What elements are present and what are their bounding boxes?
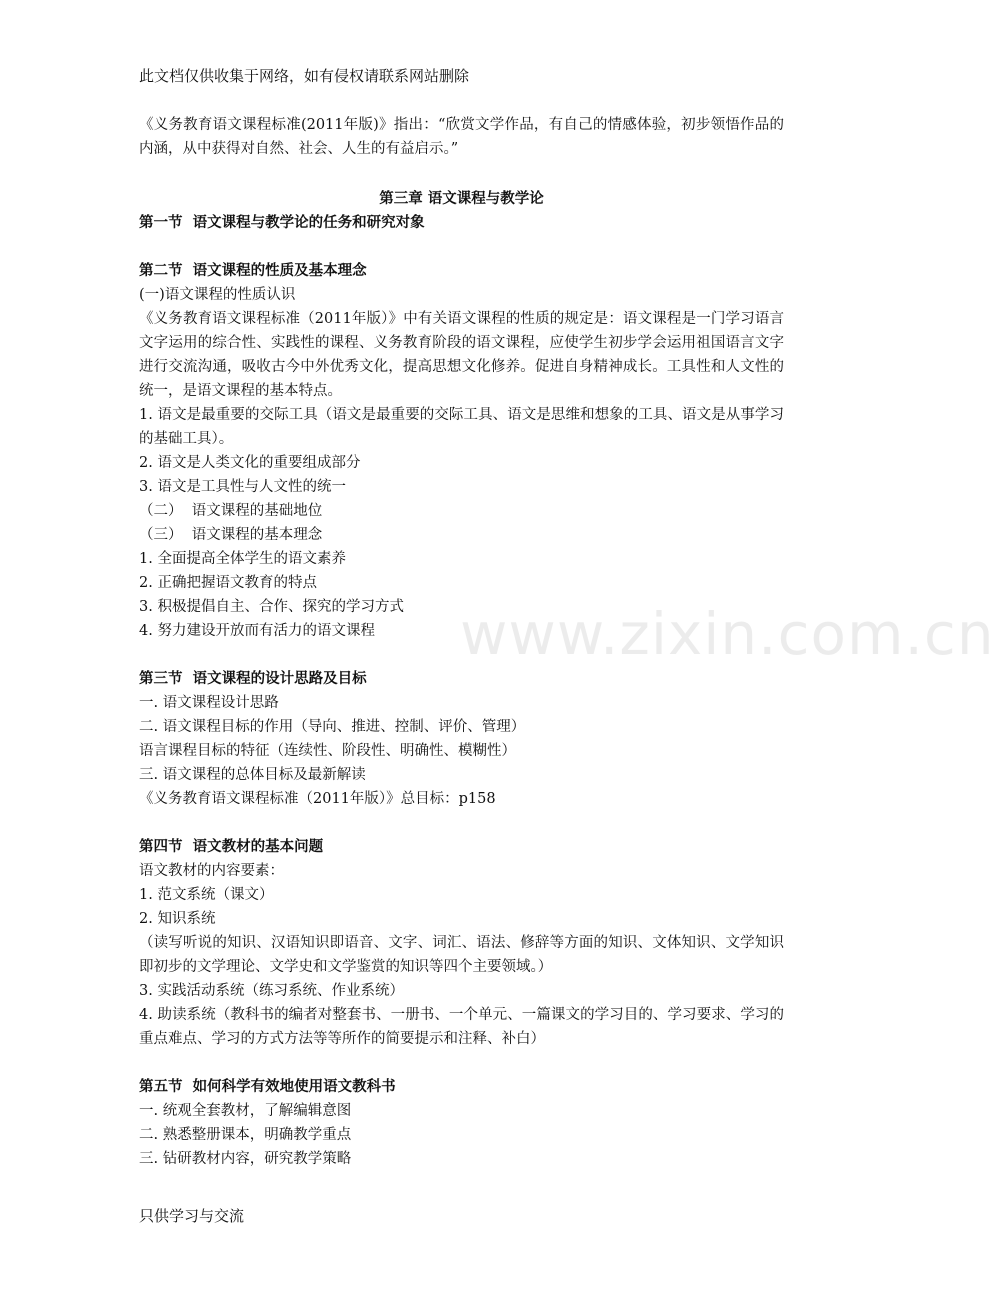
- watermark: www.zixin.com.cn: [460, 600, 995, 668]
- section-2-sub1: (一)语文课程的性质认识: [139, 287, 296, 303]
- section-2-title: 第二节 语文课程的性质及基本理念: [139, 262, 367, 279]
- intro-paragraph: 《义务教育语文课程标准(2011年版)》指出：“欣赏文学作品，有自己的情感体验，初步领悟作品的内涵，从中获得对自然、社会、人生的有益启示。”: [139, 117, 784, 157]
- section-1-title: 第一节 语文课程与教学论的任务和研究对象: [139, 214, 425, 231]
- section-3-title: 第三节 语文课程的设计思路及目标: [139, 670, 367, 687]
- list-item: 1. 全面提高全体学生的语文素养: [139, 551, 346, 567]
- page-footer: 只供学习与交流: [139, 1207, 245, 1225]
- document-body: [139, 113, 784, 1171]
- list-item: 《义务教育语文课程标准（2011年版）》总目标：p158: [139, 791, 496, 807]
- list-item: 1. 语文是最重要的交际工具（语文是最重要的交际工具、语文是思维和想象的工具、语文是从事学习的基础工具）。: [139, 407, 784, 447]
- list-item: 语言课程目标的特征（连续性、阶段性、明确性、模糊性）: [139, 743, 516, 759]
- page-header: 此文档仅供收集于网络，如有侵权请联系网站删除: [139, 67, 470, 85]
- list-item: 2. 语文是人类文化的重要组成部分: [139, 455, 361, 471]
- list-item: 三. 钻研教材内容，研究教学策略: [139, 1151, 352, 1167]
- list-item: 3. 实践活动系统（练习系统、作业系统）: [139, 983, 404, 999]
- list-item: 二. 熟悉整册课本，明确教学重点: [139, 1127, 352, 1143]
- section-5-title: 第五节 如何科学有效地使用语文教科书: [139, 1078, 396, 1095]
- section-2-sub2: （二） 语文课程的基础地位: [139, 503, 323, 519]
- list-item: 一. 统观全套教材，了解编辑意图: [139, 1103, 352, 1119]
- list-item: 三. 语文课程的总体目标及最新解读: [139, 767, 366, 783]
- list-item: （读写听说的知识、汉语知识即语音、文字、词汇、语法、修辞等方面的知识、文体知识、文学知识即初步的文学理论、文学史和文学鉴赏的知识等四个主要领域。）: [139, 935, 784, 975]
- chapter-title: 第三章 语文课程与教学论: [379, 190, 544, 207]
- section-4-title: 第四节 语文教材的基本问题: [139, 838, 324, 855]
- list-item: 3. 语文是工具性与人文性的统一: [139, 479, 346, 495]
- list-item: 二. 语文课程目标的作用（导向、推进、控制、评价、管理）: [139, 719, 526, 735]
- list-item: 1. 范文系统（课文）: [139, 887, 274, 903]
- list-item: 4. 努力建设开放而有活力的语文课程: [139, 623, 375, 639]
- list-item: 语文教材的内容要素：: [139, 863, 284, 879]
- section-2-sub3: （三） 语文课程的基本理念: [139, 527, 323, 543]
- list-item: 3. 积极提倡自主、合作、探究的学习方式: [139, 599, 404, 615]
- list-item: 2. 正确把握语文教育的特点: [139, 575, 317, 591]
- list-item: 2. 知识系统: [139, 911, 216, 927]
- list-item: 4. 助读系统（教科书的编者对整套书、一册书、一个单元、一篇课文的学习目的、学习要求、学习的重点难点、学习的方式方法等等所作的简要提示和注释、补白）: [139, 1007, 784, 1047]
- section-2-paragraph: 《义务教育语文课程标准（2011年版）》中有关语文课程的性质的规定是：语文课程是一门学习语言文字运用的综合性、实践性的课程、义务教育阶段的语文课程，应使学生初步学会运用祖国语言文字进行交流沟通，吸收古今中外优秀文化，提高思想文化修养。促进自身精神成长。工具性和人文性的统一，是语文课程的基本特点。: [139, 311, 784, 399]
- list-item: 一. 语文课程设计思路: [139, 695, 279, 711]
